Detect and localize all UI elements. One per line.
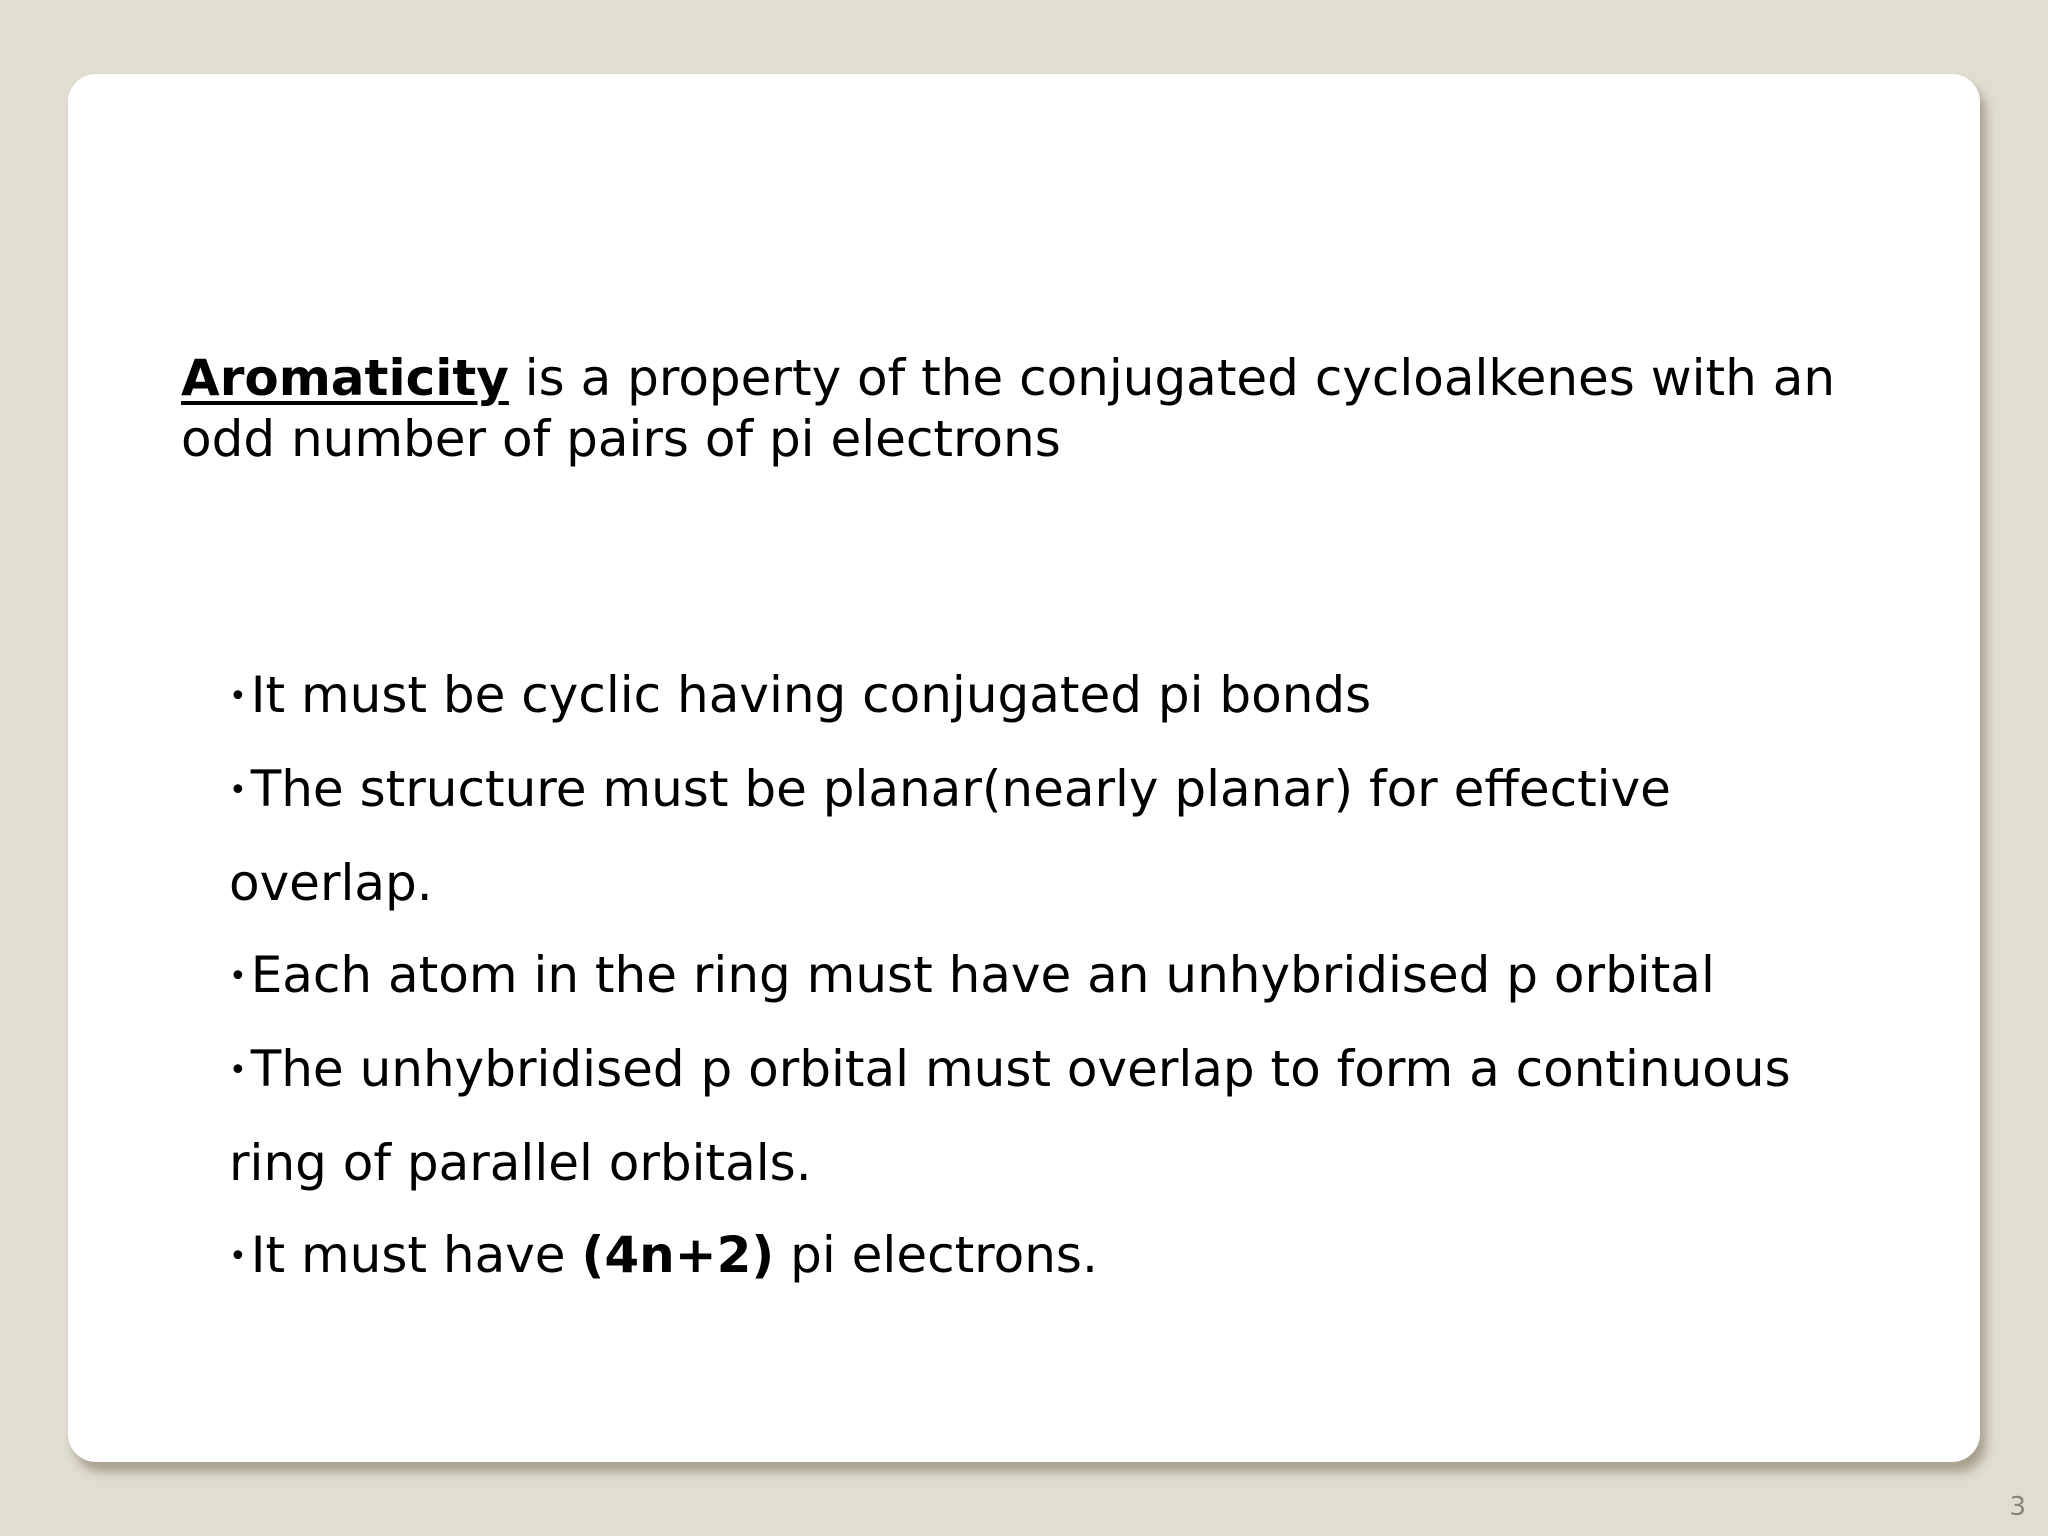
list-item-text: Each atom in the ring must have an unhybridised p orbital bbox=[250, 946, 1715, 1004]
intro-text: is a property of the conjugated cycloalkenes with an odd number of pairs of pi electrons bbox=[181, 349, 1836, 468]
list-item bbox=[229, 1209, 1889, 1303]
aromaticity-term: Aromaticity bbox=[181, 349, 509, 407]
bullet-icon: • bbox=[229, 773, 247, 808]
criteria-list bbox=[229, 649, 1889, 1303]
list-item-text-pre: It must have bbox=[250, 1226, 582, 1284]
bullet-icon: • bbox=[229, 959, 247, 994]
intro-paragraph bbox=[181, 348, 1901, 470]
formula-4n-plus-2: (4n+2) bbox=[581, 1226, 775, 1284]
list-item-text: The unhybridised p orbital must overlap to form a continuous ring of parallel orbitals. bbox=[229, 1040, 1791, 1192]
list-item bbox=[229, 649, 1889, 743]
page-number: 3 bbox=[2009, 1492, 2026, 1522]
list-item-text-post: pi electrons. bbox=[774, 1226, 1098, 1284]
list-item-text: It must be cyclic having conjugated pi bonds bbox=[250, 666, 1372, 724]
bullet-icon: • bbox=[229, 1239, 247, 1274]
list-item bbox=[229, 1023, 1889, 1209]
bullet-icon: • bbox=[229, 679, 247, 714]
list-item bbox=[229, 929, 1889, 1023]
bullet-icon: • bbox=[229, 1053, 247, 1088]
list-item-text: The structure must be planar(nearly planar) for effective overlap. bbox=[229, 760, 1671, 912]
list-item bbox=[229, 743, 1889, 929]
